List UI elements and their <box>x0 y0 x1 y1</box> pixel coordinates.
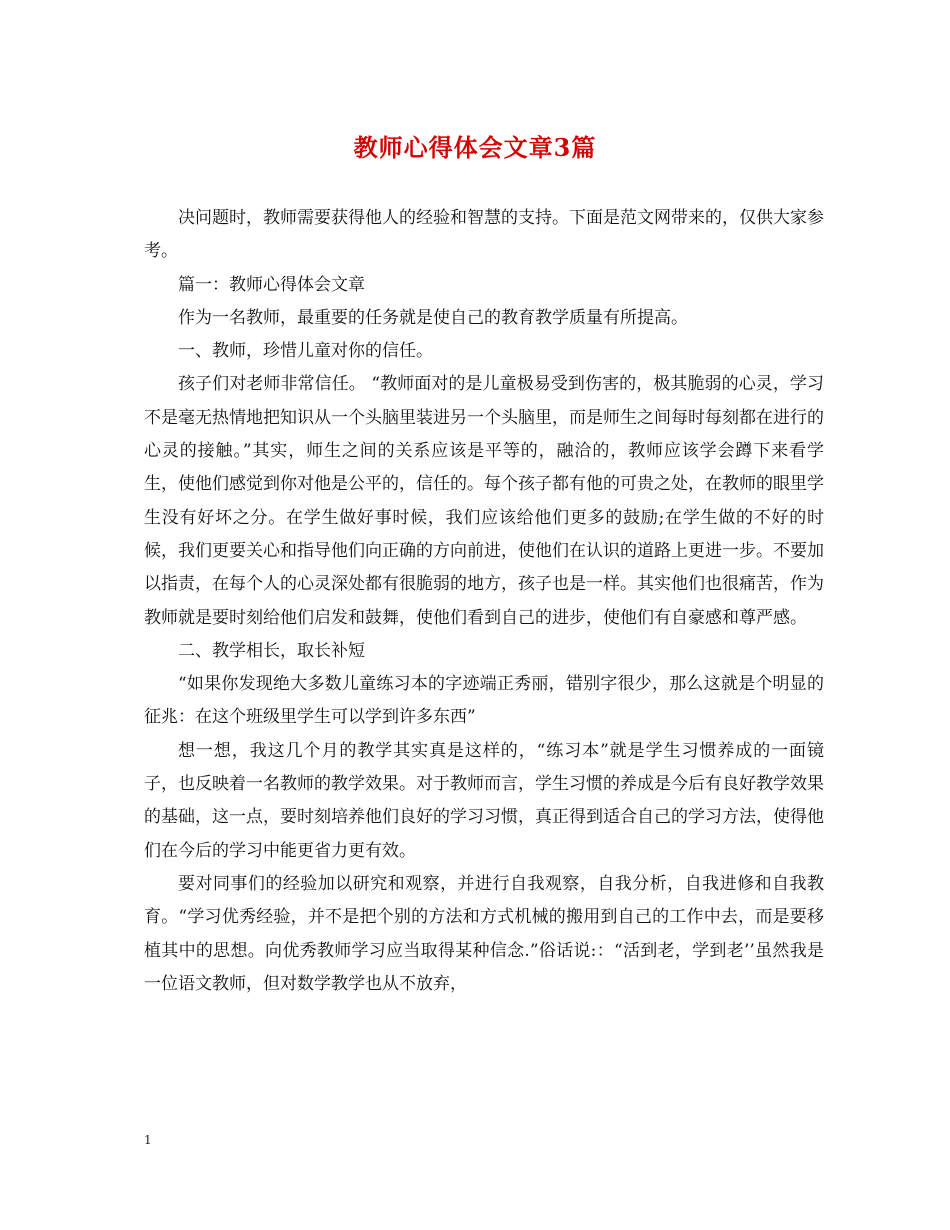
document-title: 教师心得体会文章3篇 <box>353 133 597 162</box>
quote-paragraph: “如果你发现绝大多数儿童练习本的字迹端正秀丽，错别字很少，那么这就是个明显的征兆：在这个班级里学生可以学到许多东西” <box>144 674 824 728</box>
intro-paragraph: 决问题时，教师需要获得他人的经验和智慧的支持。下面是范文网带来的，仅供大家参考。 <box>144 208 824 262</box>
sub-heading: 二、教学相长，取长补短 <box>178 640 365 661</box>
paragraph: 孩子们对老师非常信任。 “教师面对的是儿童极易受到伤害的，极其脆弱的心灵，学习不是毫无热情地把知识从一个头脑里装进另一个头脑里，而是师生之间每时每刻都在进行的心灵的接触。”其实，师生之间的关系应该是平等的，融洽的，教师应该学会蹲下来看学生，使他们感觉到你对他是公平的，信任的。每个孩子都有他的可贵之处，在教师的眼里学生没有好坏之分。在学生做好事时候，我们应该给他们更多的鼓励;在学生做的不好的时候，我们更要关心和指导他们向正确的方向前进，使他们在认识的道路上更进一步。不要加以指责，在每个人的心灵深处都有很脆弱的地方，孩子也是一样。其实他们也很痛苦，作为教师就是要时刻给他们启发和鼓舞，使他们看到自己的进步，使他们有自豪感和尊严感。 <box>144 374 824 628</box>
sub-heading: 一、教师，珍惜儿童对你的信任。 <box>178 341 433 362</box>
page-number: 1 <box>144 1133 152 1147</box>
document-body <box>144 202 824 1001</box>
paragraph: 作为一名教师，最重要的任务就是使自己的教育教学质量有所提高。 <box>178 307 688 328</box>
section-heading: 篇一：教师心得体会文章 <box>178 274 365 295</box>
paragraph: 想一想，我这几个月的教学其实真是这样的，“练习本”就是学生习惯养成的一面镜子，也反映着一名教师的教学效果。对于教师而言，学生习惯的养成是今后有良好教学效果的基础，这一点，要时刻培养他们良好的学习习惯，真正得到适合自己的学习方法，使得他们在今后的学习中能更省力更有效。 <box>144 740 824 861</box>
paragraph: 要对同事们的经验加以研究和观察，并进行自我观察，自我分析，自我进修和自我教育。“学习优秀经验，并不是把个别的方法和方式机械的搬用到自己的工作中去，而是要移植其中的思想。向优秀教师学习应当取得某种信念.”俗话说:：“活到老，学到老’’虽然我是一位语文教师，但对数学教学也从不放弃， <box>144 873 824 994</box>
